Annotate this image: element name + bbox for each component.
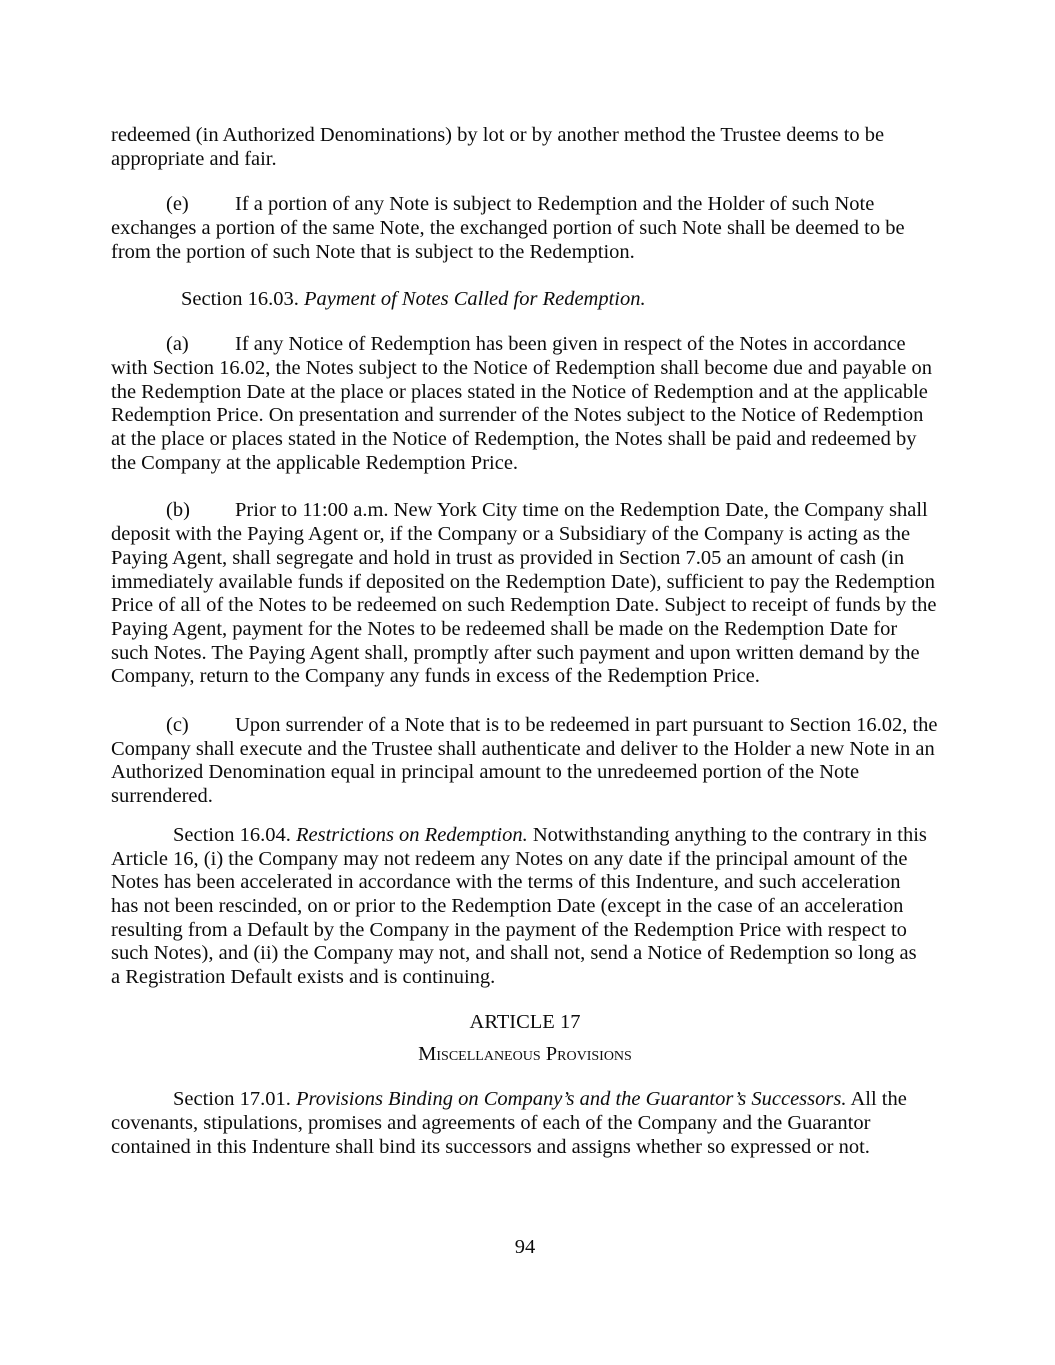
- section-heading-16-03: [111, 288, 939, 312]
- body-text-continuation: redeemed (in Authorized Denominations) by lot or by another method the Trustee deems to be appropriate and fair.: [111, 124, 885, 170]
- clause-e: [111, 193, 939, 264]
- clause-e-text: If a portion of any Note is subject to Redemption and the Holder of such Note exchanges a portion of the same Note, the exchanged portion of such Note shall be deemed to be from the portion of such Note that is subject to the Redemption.: [111, 193, 905, 263]
- section-16-04-number: Section 16.04.: [173, 823, 296, 846]
- clause-a: [111, 333, 939, 475]
- section-paragraph-16-04: [111, 824, 929, 990]
- section-17-01-body: All the covenants, stipulations, promises and agreements of each of the Company and the Guarantor contained in this Indenture shall bind its successors and assigns whether so expressed or not.: [111, 1088, 907, 1158]
- clause-c-label: (c): [166, 714, 189, 737]
- section-17-01-number: Section 17.01.: [173, 1088, 296, 1111]
- section-16-04-body: Notwithstanding anything to the contrary in this Article 16, (i) the Company may not redeem any Notes on any date if the principal amount of the Notes has been accelerated in accordance with the terms of this Indenture, and such acceleration has not been rescinded, on or prior to the Redemption Date (except in the case of an acceleration resulting from a Default by the Company in the payment of the Redemption Price with respect to such Notes), and (ii) the Company may not, and shall not, send a Notice of Redemption so long as a Registration Default exists and is continuing.: [111, 823, 927, 989]
- clause-a-text: If any Notice of Redemption has been given in respect of the Notes in accordance with Section 16.02, the Notes subject to the Notice of Redemption shall become due and payable on the Redemption Date at the place or places stated in the Notice of Redemption and at the applicable Redemption Price. On presentation and surrender of the Notes subject to the Notice of Redemption at the place or places stated in the Notice of Redemption, the Notes shall be paid and redeemed by the Company at the applicable Redemption Price.: [111, 333, 932, 474]
- section-16-04-title: Restrictions on Redemption.: [296, 823, 528, 846]
- clause-c: [111, 714, 939, 809]
- section-16-03-title: Payment of Notes Called for Redemption.: [304, 287, 646, 310]
- page-content: [111, 124, 939, 1159]
- section-paragraph-17-01: [111, 1088, 929, 1159]
- clause-e-label: (e): [166, 193, 189, 216]
- clause-a-label: (a): [166, 333, 189, 356]
- article-17-subtitle: Miscellaneous Provisions: [418, 1042, 632, 1065]
- clause-b-label: (b): [166, 499, 190, 522]
- article-17-title: ARTICLE 17: [469, 1010, 581, 1033]
- clause-c-text: Upon surrender of a Note that is to be redeemed in part pursuant to Section 16.02, the Company shall execute and the Trustee shall authenticate and deliver to the Holder a new Note in an Authorized Denomination equal in principal amount to the unredeemed portion of the Note surrendered.: [111, 714, 938, 808]
- clause-b-text: Prior to 11:00 a.m. New York City time on the Redemption Date, the Company shall deposit with the Paying Agent or, if the Company or a Subsidiary of the Company is acting as the Paying Agent, shall segregate and hold in trust as provided in Section 7.05 an amount of cash (in immediately available funds if deposited on the Redemption Date), sufficient to pay the Redemption Price of all of the Notes to be redeemed on such Redemption Date. Subject to receipt of funds by the Paying Agent, payment for the Notes to be redeemed shall be made on the Redemption Date for such Notes. The Paying Agent shall, promptly after such payment and upon written demand by the Company, return to the Company any funds in excess of the Redemption Price.: [111, 499, 937, 688]
- clause-b: [111, 499, 939, 689]
- section-16-03-number: Section 16.03.: [181, 287, 304, 310]
- page-number: 94: [514, 1236, 536, 1258]
- section-17-01-title: Provisions Binding on Company’s and the Guarantor’s Successors.: [296, 1088, 847, 1111]
